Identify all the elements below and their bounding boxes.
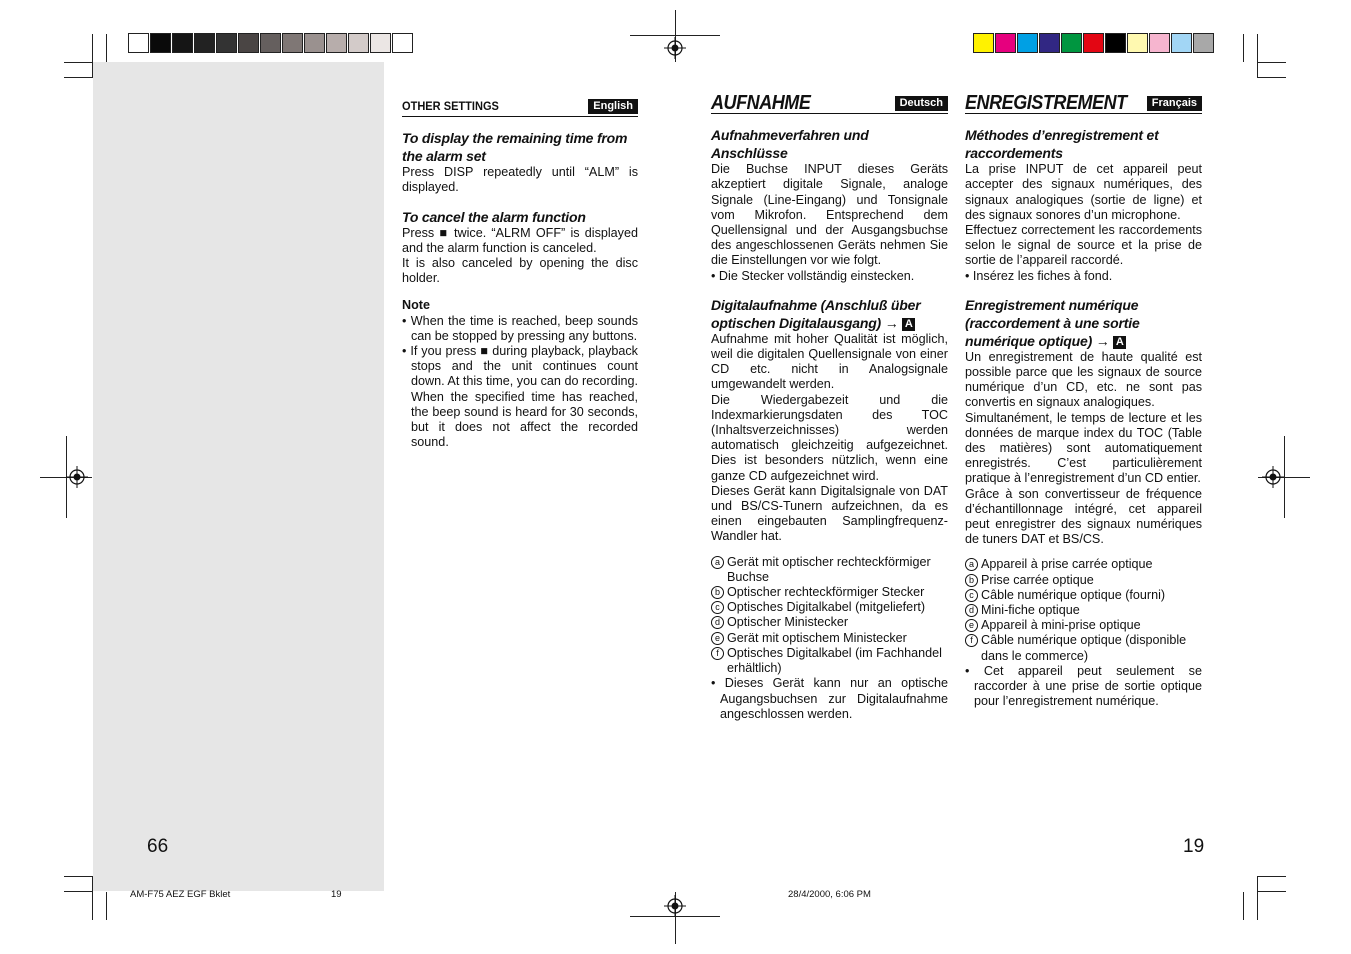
paragraph: Simultanément, le temps de lecture et les données de marque index du TOC (Table des matières) sont automatiquement enregistrés. C’est particulièrement pratique à l’enregistrement d’un CD entier. — [965, 410, 1202, 486]
legend-text: Gerät mit optischem Ministecker — [727, 630, 907, 645]
legend-list — [711, 555, 948, 677]
color-swatch — [392, 33, 413, 53]
bullet: • Dieses Gerät kann nur an optische Augangsbuchsen zur Digitalaufnahme angeschlossen werden. — [711, 676, 948, 721]
page-number-right: 19 — [1183, 836, 1205, 857]
registration-target-icon — [1262, 466, 1284, 488]
legend-mark: e — [711, 632, 724, 645]
color-swatch — [995, 33, 1016, 53]
legend-item — [711, 646, 948, 676]
color-swatch — [1017, 33, 1038, 53]
color-swatch — [282, 33, 303, 53]
bullet-text: Cet appareil peut seulement se raccorder à une prise de sortie optique pour l’enregistrement numérique. — [974, 663, 1202, 709]
legend-item — [965, 557, 1202, 572]
section-header: ENREGISTREMENT — [965, 92, 1127, 114]
registration-target-icon — [66, 466, 88, 488]
bullet-text: Insérez les fiches à fond. — [972, 268, 1113, 283]
legend-mark: c — [711, 601, 724, 614]
registration-target-icon — [664, 37, 686, 59]
legend-item — [711, 555, 948, 585]
color-swatch — [1083, 33, 1104, 53]
subsection-title: Aufnahmeverfahren und Anschlüsse — [711, 127, 869, 162]
subsection-title: To display the remaining time from the alarm set — [402, 130, 628, 165]
footer-filename: AM-F75 AEZ EGF Bklet — [130, 889, 231, 900]
paragraph: Die Buchse INPUT dieses Geräts akzeptiert digitale Signale, analoge Signale (Line-Eingang) und Tonsignale vom Mikrofon. Entsprechend dem Quellensignal und der Ausgangsbuchse des angeschlossenen Geräts nehmen Sie die Einstellungen vor wie folgt. — [711, 162, 948, 268]
legend-text: Optischer Ministecker — [727, 615, 849, 630]
paragraph: Press DISP repeatedly until “ALM” is displayed. — [402, 165, 638, 195]
legend-mark: f — [711, 647, 724, 660]
left-page-gray-background — [93, 62, 384, 891]
bullet: • Insérez les fiches à fond. — [965, 268, 1113, 283]
color-swatch — [194, 33, 215, 53]
legend-item — [965, 588, 1202, 603]
section-header: OTHER SETTINGS — [402, 99, 499, 113]
subsection-title — [965, 296, 1202, 350]
color-swatch — [1127, 33, 1148, 53]
color-swatch — [326, 33, 347, 53]
legend-text: Mini-fiche optique — [981, 603, 1080, 618]
legend-item — [711, 585, 948, 600]
subsection-title: To cancel the alarm function — [402, 208, 586, 225]
footer-page: 19 — [331, 889, 342, 900]
color-swatch — [1105, 33, 1126, 53]
legend-item — [711, 600, 948, 615]
legend-mark: d — [965, 604, 978, 617]
legend-mark: f — [965, 634, 978, 647]
bullet: • Cet appareil peut seulement se raccorder à une prise de sortie optique pour l’enregistrement numérique. — [965, 663, 1202, 709]
color-swatch — [216, 33, 237, 53]
bullet-text: Die Stecker vollständig einstecken. — [718, 268, 915, 283]
legend-item — [965, 573, 1202, 588]
legend-mark: a — [965, 558, 978, 571]
paragraph: La prise INPUT de cet appareil peut accepter des signaux numériques, des signaux analogiques (sortie de ligne) et des signaux sonores d’un microphone. — [965, 162, 1202, 222]
color-swatch — [304, 33, 325, 53]
legend-text: Câble numérique optique (disponible dans le commerce) — [981, 633, 1187, 663]
legend-item — [965, 633, 1202, 663]
section-header: AUFNAHME — [711, 92, 811, 114]
note-title: Note — [402, 298, 430, 313]
color-swatch — [1171, 33, 1192, 53]
legend-mark: c — [965, 589, 978, 602]
legend-mark: d — [711, 616, 724, 629]
paragraph: Un enregistrement de haute qualité est possible parce que les signaux de source numérique d’un CD, etc. ne sont pas convertis en signaux analogiques. — [965, 349, 1202, 410]
legend-text: Prise carrée optique — [981, 572, 1094, 587]
german-header-row — [711, 92, 948, 114]
french-header-row — [965, 92, 1202, 114]
language-badge: Deutsch — [895, 96, 948, 111]
paragraph: Grâce à son convertisseur de fréquence d’échantillonnage intégré, cet appareil peut enregistrer des signaux numériques de tuners DAT et BS/CS. — [965, 486, 1202, 547]
legend-item — [711, 631, 948, 646]
paragraph: Aufnahme mit hoher Qualität ist möglich, weil die digitalen Quellensignale von einer CD etc. nicht in Analogsignale umgewandelt werden. — [711, 331, 948, 392]
footer-timestamp: 28/4/2000, 6:06 PM — [788, 889, 871, 900]
page-number-left: 66 — [147, 836, 169, 857]
legend-mark: e — [965, 619, 978, 632]
legend-text: Optisches Digitalkabel (mitgeliefert) — [727, 600, 926, 615]
note-text: When the time is reached, beep sounds can be stopped by pressing any buttons. — [410, 313, 638, 343]
english-column — [402, 99, 638, 450]
color-swatch — [370, 33, 391, 53]
legend-text: Appareil à prise carrée optique — [981, 557, 1153, 572]
legend-text: Optisches Digitalkabel (im Fachhandel erhältlich) — [727, 645, 942, 676]
color-swatch — [1061, 33, 1082, 53]
english-header-row — [402, 99, 638, 117]
paragraph: Effectuez correctement les raccordements selon le signal de source et la prise de sortie de l’appareil raccordé. — [965, 223, 1202, 268]
figure-a-label: A — [1113, 336, 1126, 349]
color-swatch — [172, 33, 193, 53]
french-column — [965, 92, 1202, 710]
color-swatch — [973, 33, 994, 53]
registration-target-icon — [664, 895, 686, 917]
paragraph: Die Wiedergabezeit und die Indexmarkierungsdaten des TOC (Inhaltsverzeichnisses) werden automatisch gleichzeitig aufgezeichnet. Dies ist besonders nützlich, wenn eine ganze CD aufgezeichnet wird. — [711, 392, 948, 483]
legend-text: Appareil à mini-prise optique — [981, 618, 1141, 633]
german-column — [711, 92, 948, 722]
color-swatch — [1039, 33, 1060, 53]
bullet: • Die Stecker vollständig einstecken. — [711, 268, 915, 283]
note-bullet: • When the time is reached, beep sounds can be stopped by pressing any buttons. — [402, 313, 638, 343]
legend-list — [965, 557, 1202, 663]
subsection-title-text: Digitalaufnahme (Anschluß über optischen Digitalausgang) → — [711, 296, 921, 331]
paragraph: It is also canceled by opening the disc holder. — [402, 256, 638, 286]
color-swatch — [260, 33, 281, 53]
subsection-title: Méthodes d’enregistrement et raccordements — [965, 127, 1159, 162]
paragraph: Dieses Gerät kann Digitalsignale von DAT und BS/CS-Tunern aufzeichnen, da es einen eingebauten Samplingfrequenz-Wandler hat. — [711, 483, 948, 544]
language-badge: Français — [1147, 96, 1202, 111]
color-swatch — [1193, 33, 1214, 53]
note-text: If you press ■ during playback, playback stops and the unit continues count down. At this time, you can do recording. When the specified time has reached, the beep sound is heard for 30 seconds, but it does not affect the recorded sound. — [410, 344, 638, 450]
color-swatch — [150, 33, 171, 53]
legend-item — [711, 615, 948, 630]
legend-text: Gerät mit optischer rechteckförmiger Buchse — [727, 554, 931, 584]
grayscale-calibration-strip — [128, 33, 414, 53]
color-swatch — [1149, 33, 1170, 53]
note-bullet: • If you press ■ during playback, playback stops and the unit continues count down. At this time, you can do recording. When the specified time has reached, the beep sound is heard for 30 seconds, but it does not affect the recorded sound. — [402, 344, 638, 450]
legend-mark: b — [965, 574, 978, 587]
legend-item — [965, 603, 1202, 618]
subsection-title-text: Enregistrement numérique (raccordement à une sortie numérique optique) → — [965, 296, 1140, 349]
color-calibration-strip — [973, 33, 1215, 53]
legend-mark: a — [711, 556, 724, 569]
bullet-text: Dieses Gerät kann nur an optische Augangsbuchsen zur Digitalaufnahme angeschlossen werden. — [720, 676, 948, 721]
color-swatch — [348, 33, 369, 53]
legend-item — [965, 618, 1202, 633]
language-badge: English — [588, 99, 638, 114]
legend-text: Câble numérique optique (fourni) — [981, 587, 1166, 602]
figure-a-label: A — [902, 318, 915, 331]
color-swatch — [238, 33, 259, 53]
color-swatch — [128, 33, 149, 53]
subsection-title — [711, 296, 948, 332]
legend-text: Optischer rechteckförmiger Stecker — [727, 585, 925, 600]
legend-mark: b — [711, 586, 724, 599]
paragraph: Press ■ twice. “ALRM OFF” is displayed and the alarm function is canceled. — [402, 225, 638, 255]
